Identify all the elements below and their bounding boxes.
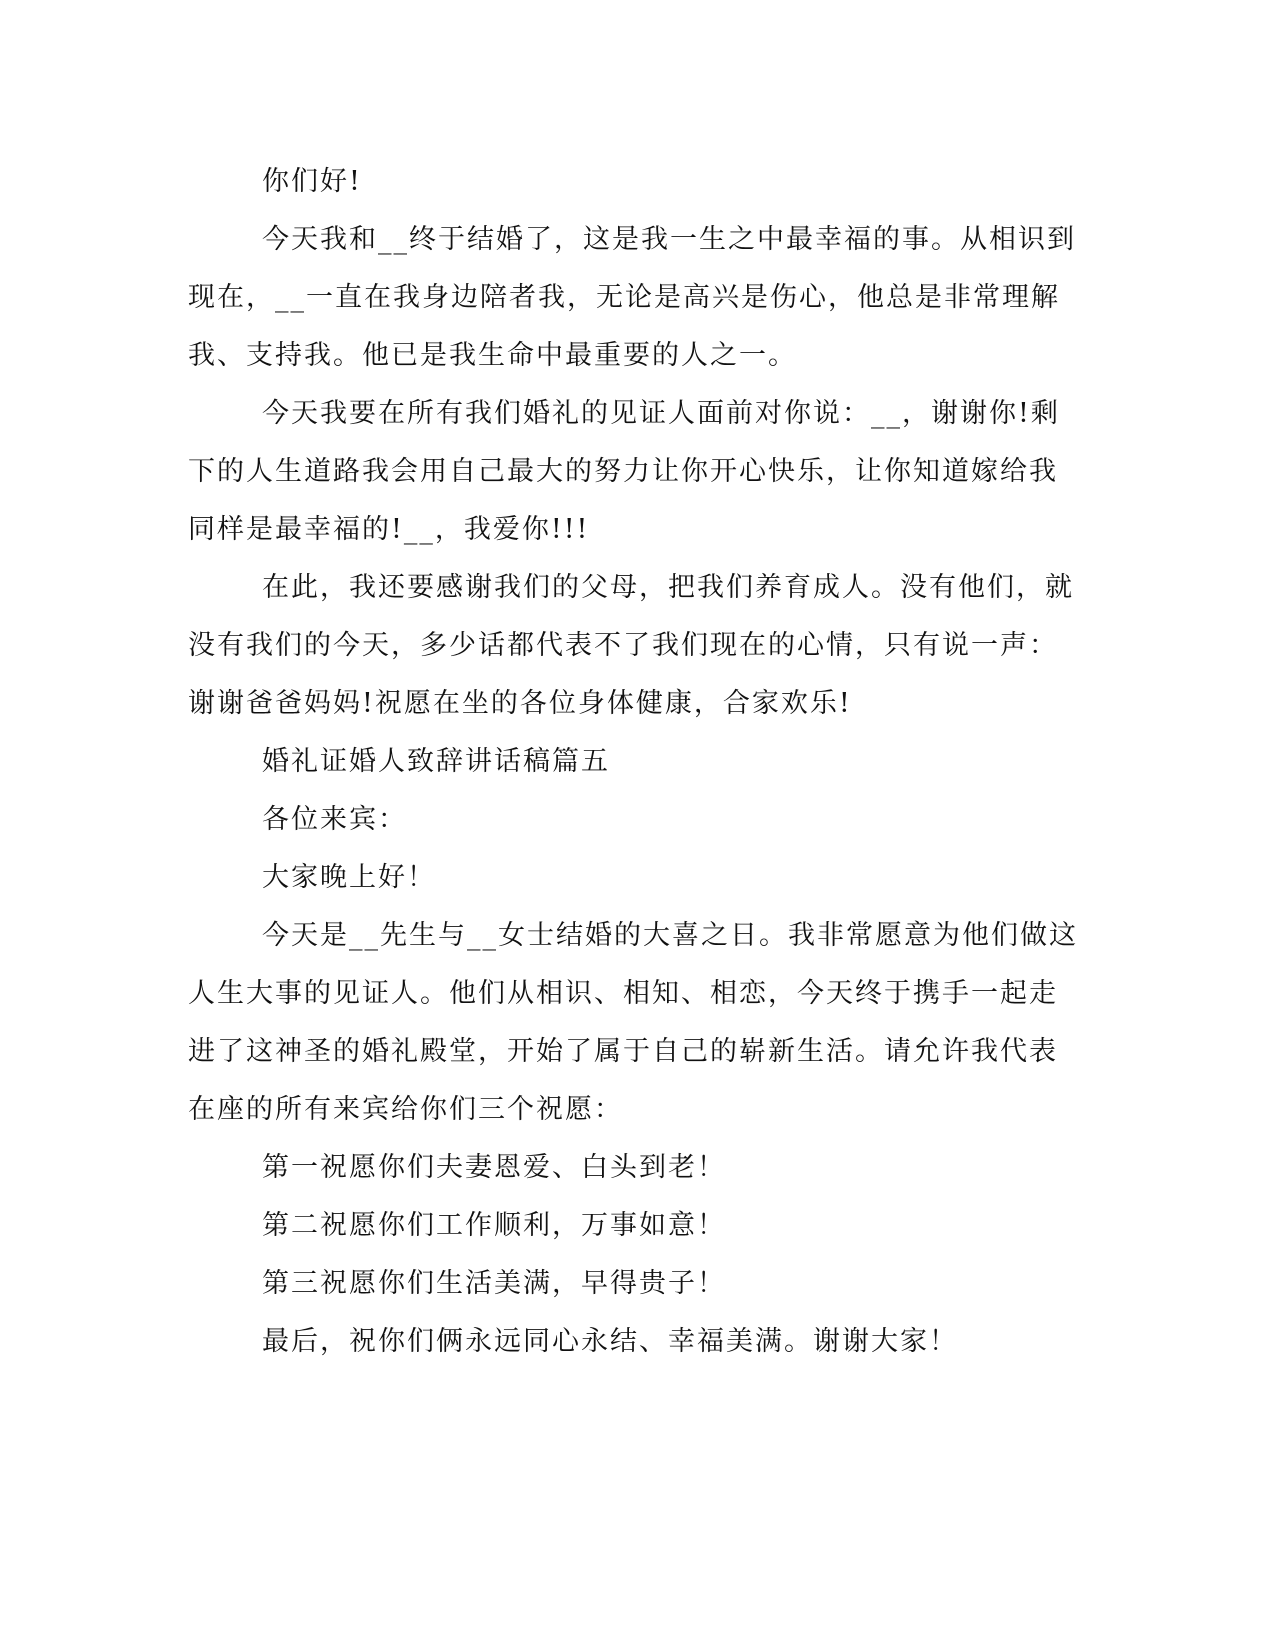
- section-heading: 婚礼证婚人致辞讲话稿篇五: [262, 746, 610, 777]
- paragraph-line: 在此，我还要感谢我们的父母，把我们养育成人。没有他们，就: [262, 572, 1074, 603]
- wish-line: 第三祝愿你们生活美满，早得贵子！: [262, 1268, 726, 1299]
- paragraph-line: 同样是最幸福的!__，我爱你!!!: [188, 514, 590, 545]
- paragraph-line: 人生大事的见证人。他们从相识、相知、相恋，今天终于携手一起走: [188, 978, 1058, 1009]
- wish-line: 第二祝愿你们工作顺利，万事如意！: [262, 1210, 726, 1241]
- paragraph-line: 现在，__一直在我身边陪者我，无论是高兴是伤心，他总是非常理解: [188, 282, 1060, 313]
- paragraph-line: 今天我和__终于结婚了，这是我一生之中最幸福的事。从相识到: [262, 224, 1076, 255]
- greeting-line: 大家晚上好！: [262, 862, 436, 893]
- greeting-line: 你们好!: [262, 166, 362, 197]
- closing-line: 最后，祝你们俩永远同心永结、幸福美满。谢谢大家！: [262, 1326, 958, 1357]
- salutation-line: 各位来宾：: [262, 804, 407, 835]
- paragraph-line: 今天我要在所有我们婚礼的见证人面前对你说：__，谢谢你!剩: [262, 398, 1060, 429]
- paragraph-line: 没有我们的今天，多少话都代表不了我们现在的心情，只有说一声：: [188, 630, 1058, 661]
- paragraph-line: 下的人生道路我会用自己最大的努力让你开心快乐，让你知道嫁给我: [188, 456, 1058, 487]
- wish-line: 第一祝愿你们夫妻恩爱、白头到老！: [262, 1152, 726, 1183]
- paragraph-line: 今天是__先生与__女士结婚的大喜之日。我非常愿意为他们做这: [262, 920, 1078, 951]
- paragraph-line: 我、支持我。他已是我生命中最重要的人之一。: [188, 340, 797, 371]
- paragraph-line: 在座的所有来宾给你们三个祝愿：: [188, 1094, 623, 1125]
- paragraph-line: 谢谢爸爸妈妈!祝愿在坐的各位身体健康，合家欢乐!: [188, 688, 852, 719]
- paragraph-line: 进了这神圣的婚礼殿堂，开始了属于自己的崭新生活。请允许我代表: [188, 1036, 1058, 1067]
